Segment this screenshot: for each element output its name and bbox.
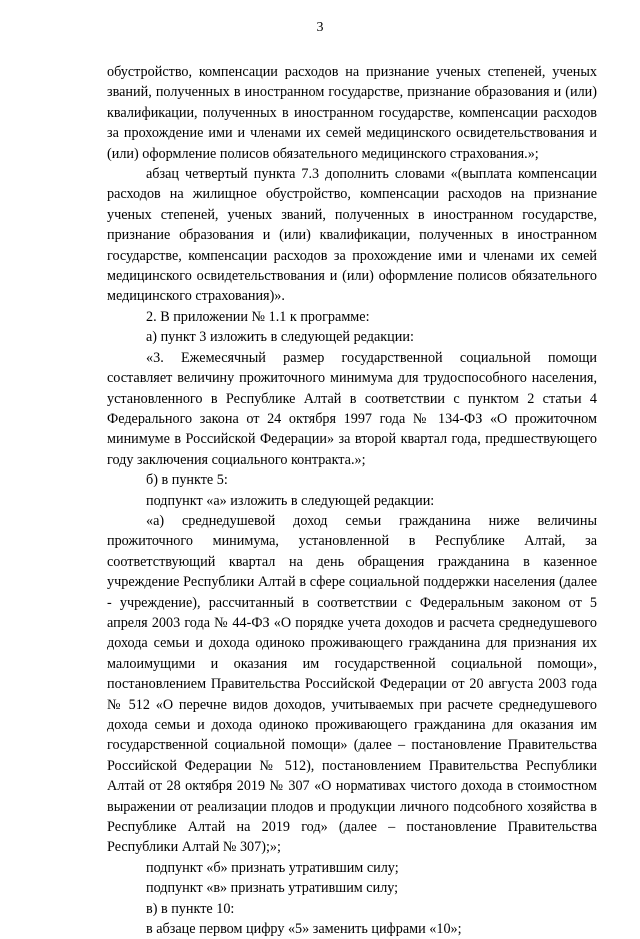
paragraph: подпункт «б» признать утратившим силу; — [146, 859, 399, 876]
paragraph: 2. В приложении № 1.1 к программе: — [146, 308, 370, 325]
paragraph: подпункт «а» изложить в следующей редакции: — [146, 492, 435, 509]
paragraph: подпункт «в» признать утратившим силу; — [146, 880, 399, 897]
page-number: 3 — [316, 20, 324, 35]
paragraph: в абзаце первом цифру «5» заменить цифрами «10»; — [146, 921, 462, 938]
paragraph: а) пункт 3 изложить в следующей редакции: — [146, 329, 414, 346]
paragraph: «3. Ежемесячный размер государственной социальной помощи составляет величину прожиточного минимума для трудоспособного населения, установленного в Республике Алтай в соответствии с пунктом 2 статьи 4 Федерального закона от 24 октября 1997 года № 134-ФЗ «О прожиточном минимуме в Российской Федерации» за второй квартал года, предшествующего году заключения социального контракта.»; — [107, 349, 597, 468]
paragraph: в) в пункте 10: — [146, 900, 235, 917]
paragraph: абзац четвертый пункта 7.3 дополнить словами «(выплата компенсации расходов на жилищное обустройство, компенсации расходов на признание ученых степеней, ученых званий, полученных в иностранном государстве, признание образования и (или) квалификации, полученных в иностранном государстве, компенсации расходов за прохождение ими и членами их семей медицинского освидетельствования и (или) оформление полисов обязательного медицинского страхования)». — [107, 166, 597, 305]
document-body — [107, 62, 597, 939]
paragraph: б) в пункте 5: — [146, 472, 228, 489]
paragraph: «а) среднедушевой доход семьи гражданина ниже величины прожиточного минимума, установленной в Республике Алтай, за соответствующий квартал на день обращения гражданина в казенное учреждение Республики Алтай в сфере социальной поддержки населения (далее - учреждение), рассчитанный в соответствии с Федеральным законом от 5 апреля 2003 года № 44-ФЗ «О порядке учета доходов и расчета среднедушевого дохода семьи и дохода одиноко проживающего гражданина для признания их малоимущими и оказания им государственной социальной помощи», постановлением Правительства Российской Федерации от 20 августа 2003 года № 512 «О перечне видов доходов, учитываемых при расчете среднедушевого дохода семьи и дохода одиноко проживающего гражданина для оказания им государственной социальной помощи» (далее – постановление Правительства Российской Федерации № 512), постановлением Правительства Республики Алтай от 28 октября 2019 № 307 «О нормативах чистого дохода в стоимостном выражении от реализации плодов и продукции личного подсобного хозяйства в Республике Алтай на 2019 год» (далее – постановление Правительства Республики Алтай № 307);»; — [107, 512, 597, 856]
paragraph: обустройство, компенсации расходов на признание ученых степеней, ученых званий, полученных в иностранном государстве, признание образования и (или) квалификации, полученных в иностранном государстве, компенсации расходов за прохождение ими и членами их семей медицинского освидетельствования и (или) оформление полисов обязательного медицинского страхования.»; — [107, 64, 597, 162]
